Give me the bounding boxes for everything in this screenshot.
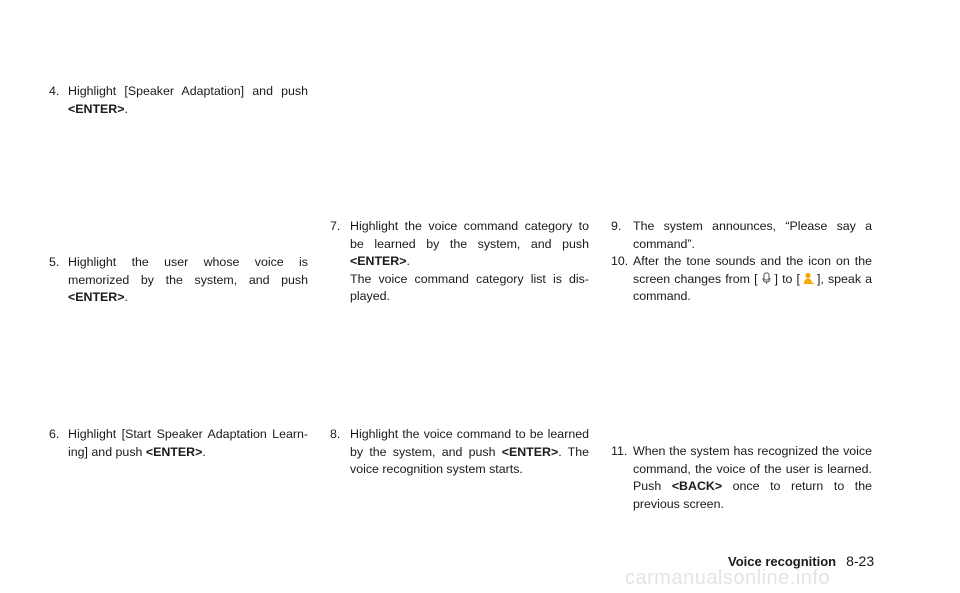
enter-key-label: <ENTER> [68,290,125,304]
step-text: Highlight the voice command category to be learned by the system, and push <ENTER>. [350,219,589,268]
step-number: 10. [611,254,629,268]
speaking-person-icon [803,272,814,285]
step-7 [330,218,589,306]
step-text: The system announces, “Please say a command”. [633,219,872,251]
step-number: 11. [611,444,628,458]
step-number: 9. [611,219,622,233]
microphone-icon [761,272,772,285]
step-11 [611,443,872,513]
step-number: 8. [330,427,341,441]
enter-key-label: <ENTER> [68,101,125,116]
step-text: Highlight [Start Speaker Adaptation Learn-ing] and push <ENTER>. [68,427,308,459]
watermark: carmanualsonline.info [625,567,831,589]
back-key-label: <BACK> [671,479,723,493]
footer-section-title: Voice recognition [728,554,837,569]
step-text: Highlight the voice command to be learned by the system, and push <ENTER>. The voice recognition system starts. [350,427,589,476]
enter-key-label: <ENTER> [501,444,559,459]
enter-key-label: <ENTER> [350,254,407,268]
step-5 [49,254,308,307]
step-10 [611,253,872,306]
enter-key-label: <ENTER> [145,444,203,459]
step-number: 4. [49,84,60,98]
step-4 [49,83,308,118]
page-number: 8-23 [846,553,875,569]
step-text: Highlight the user whose voice is memorized by the system, and push <ENTER>. [68,255,308,304]
step-number: 7. [330,219,341,233]
step-text: When the system has recognized the voice command, the voice of the user is learned. Push <BACK> once to return to the previous screen. [633,444,872,511]
step-text: Highlight [Speaker Adaptation] and push <ENTER>. [68,84,308,116]
step-number: 5. [49,255,60,269]
step-6 [49,426,308,461]
step-text: After the tone sounds and the icon on the screen changes from [ ] to [ ], speak a command. [633,254,872,303]
step-8 [330,426,589,479]
step-continuation: The voice command category list is dis-played. [350,271,589,303]
step-number: 6. [49,427,60,441]
step-9 [611,218,872,253]
